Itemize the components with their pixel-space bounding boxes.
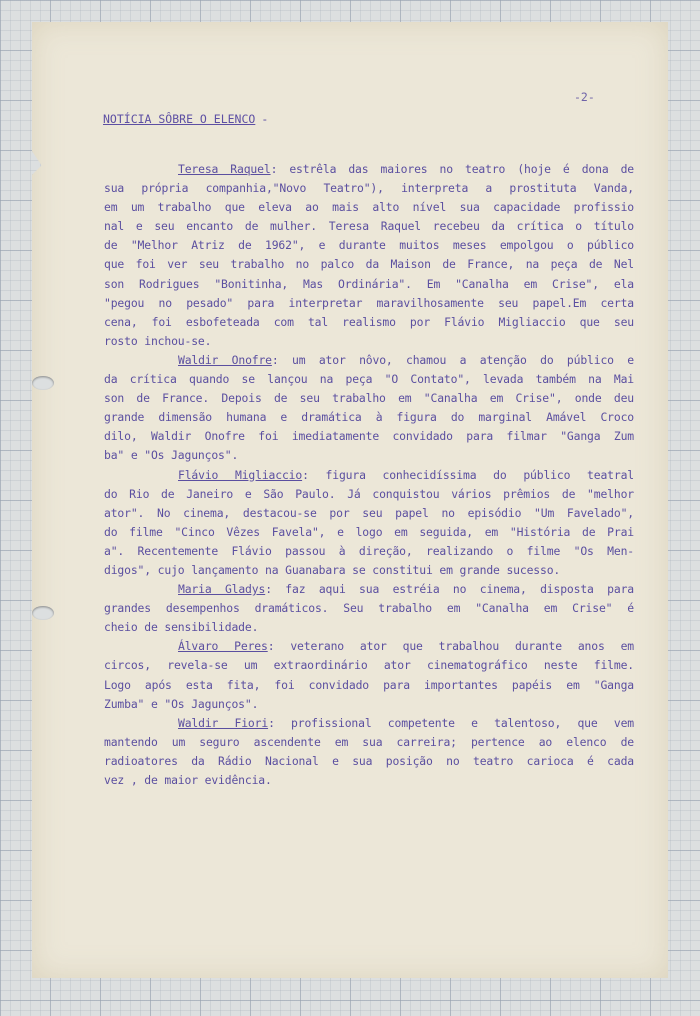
line-text: a". Recentemente Flávio passou à direção, realizando o filme "Os Men- (104, 543, 634, 558)
actor-name: Maria Gladys (178, 582, 266, 597)
text-line (104, 695, 634, 714)
cast-paragraph (104, 637, 634, 713)
actor-name: Waldir Fiori (178, 715, 269, 730)
line-text: son de France. Depois de seu trabalho em "Canalha em Crise", onde deu (104, 391, 634, 406)
text-line (104, 466, 634, 485)
text-line (104, 408, 634, 427)
line-text: vez , de maior evidência. (104, 773, 272, 787)
line-text: da crítica quando se lançou na peça "O Contato", levada também na Mai (104, 372, 634, 387)
punch-hole (32, 606, 54, 620)
text-line (104, 446, 634, 465)
text-line (104, 523, 634, 542)
text-line (104, 771, 634, 790)
line-text: sua própria companhia,"Novo Teatro"), interpreta a prostituta Vanda, (104, 181, 634, 196)
line-text: rosto inchou-se. (104, 333, 212, 348)
text-line (104, 637, 634, 656)
heading-dash: - (261, 112, 269, 126)
line-text: do Rio de Janeiro e São Paulo. Já conquistou vários prêmios de "melhor (104, 486, 634, 501)
line-text: dilo, Waldir Onofre foi imediatamente convidado para filmar "Ganga Zum (104, 429, 634, 444)
text-line (104, 504, 634, 523)
line-text: : faz aqui sua estréia no cinema, disposta para (265, 582, 634, 597)
line-text: : veterano ator que trabalhou durante anos em (267, 639, 634, 654)
text-line (104, 351, 634, 370)
line-text: : figura conhecidíssima do público teatral (302, 467, 634, 482)
text-line (104, 485, 634, 504)
text-line (104, 599, 634, 618)
line-text: do filme "Cinco Vêzes Favela", e logo em seguida, em "História de Prai (104, 524, 634, 539)
line-text: em um trabalho que eleva ao mais alto nível sua capacidade profissio (104, 200, 634, 215)
text-line (104, 332, 634, 351)
cast-paragraph (104, 351, 634, 466)
text-line (104, 236, 634, 255)
text-line (104, 275, 634, 294)
cast-paragraph (104, 580, 634, 637)
line-text: : estrêla das maiores no teatro (hoje é dona de (270, 162, 635, 176)
line-text: Logo após esta fita, foi convidado para importantes papéis em "Ganga (104, 677, 634, 692)
page-number: -2- (574, 90, 595, 104)
text-line (104, 542, 634, 561)
line-text: grande dimensão humana e dramática à figura do marginal Amável Croco (104, 410, 634, 425)
line-text: ba" e "Os Jagunços". (104, 448, 239, 463)
line-text: digos", cujo lançamento na Guanabara se constitui em grande sucesso. (104, 562, 561, 577)
section-heading (103, 112, 268, 126)
line-text: de "Melhor Atriz de 1962", e durante muitos meses empolgou o público (104, 238, 634, 253)
line-text: : profissional competente e talentoso, que vem (268, 715, 634, 730)
text-line (104, 389, 634, 408)
line-text: que foi ver seu trabalho no palco da Maison de France, na peça de Nel (104, 257, 634, 272)
text-line (104, 179, 634, 198)
line-text: : um ator nôvo, chamou a atenção do público e (271, 352, 634, 367)
punch-hole (32, 376, 54, 390)
text-line (104, 370, 634, 389)
text-line (104, 618, 634, 637)
text-line (104, 313, 634, 332)
cast-notes-body (104, 160, 634, 790)
text-line (104, 733, 634, 752)
text-line (104, 714, 634, 733)
line-text: son Rodrigues "Bonitinha, Mas Ordinária". Em "Canalha em Crise", ela (104, 276, 634, 291)
text-line (104, 160, 634, 179)
text-line (104, 752, 634, 771)
line-text: cheio de sensibilidade. (104, 620, 259, 635)
actor-name: Teresa Raquel (178, 162, 271, 176)
text-line (104, 255, 634, 274)
text-line (104, 217, 634, 236)
text-line (104, 676, 634, 695)
line-text: Zumba" e "Os Jagunços". (104, 696, 259, 711)
line-text: "pegou no pesado" para interpretar maravilhosamente seu papel.Em certa (104, 295, 634, 310)
heading-text: NOTÍCIA SÔBRE O ELENCO (103, 112, 256, 126)
line-text: ator". No cinema, destacou-se por seu papel no episódio "Um Favelado", (104, 505, 634, 520)
text-line (104, 294, 634, 313)
line-text: radioatores da Rádio Nacional e sua posição no teatro carioca é cada (104, 753, 634, 768)
actor-name: Álvaro Peres (178, 639, 268, 654)
text-line (104, 198, 634, 217)
line-text: mantendo um seguro ascendente em sua carreira; pertence ao elenco de (104, 734, 634, 749)
text-line (104, 561, 634, 580)
cast-paragraph (104, 714, 634, 790)
text-line (104, 427, 634, 446)
actor-name: Flávio Migliaccio (178, 467, 303, 482)
cast-paragraph (104, 160, 634, 351)
actor-name: Waldir Onofre (178, 352, 272, 367)
line-text: nal e seu encanto de mulher. Teresa Raquel recebeu da crítica o título (104, 219, 634, 234)
line-text: cena, foi esbofeteada com tal realismo por Flávio Migliaccio que seu (104, 314, 634, 329)
line-text: grandes desempenhos dramáticos. Seu trabalho em "Canalha em Crise" é (104, 601, 634, 616)
line-text: circos, revela-se um extraordinário ator cinematográfico neste filme. (104, 658, 634, 673)
cast-paragraph (104, 466, 634, 581)
text-line (104, 656, 634, 675)
text-line (104, 580, 634, 599)
